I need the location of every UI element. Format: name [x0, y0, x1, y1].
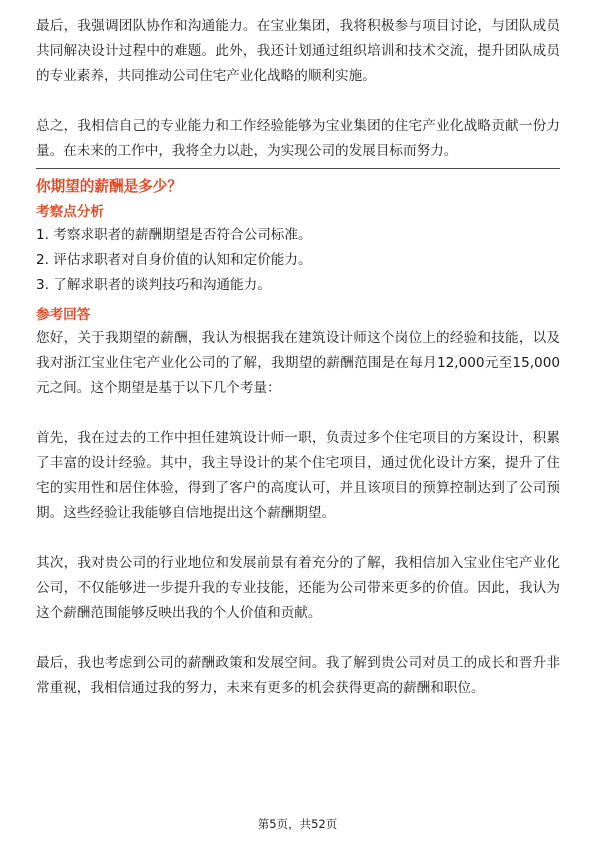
analysis-item: 1. 考察求职者的薪酬期望是否符合公司标准。 [36, 227, 312, 243]
document-page [36, 14, 560, 701]
question-heading: 你期望的薪酬是多少？ [36, 178, 182, 195]
analysis-heading: 考察点分析 [36, 204, 104, 220]
answer-paragraph-4: 最后，我也考虑到公司的薪酬政策和发展空间。我了解到贵公司对员工的成长和晋升非常重视，我相信通过我的努力，未来有更多的机会获得更高的薪酬和职位。 [36, 655, 560, 696]
answer-heading: 参考回答 [36, 307, 91, 323]
paragraph-gap [36, 89, 560, 114]
paragraph-gap [36, 626, 560, 651]
analysis-item: 3. 了解求职者的谈判技巧和沟通能力。 [36, 277, 271, 293]
analysis-item: 2. 评估求职者对自身价值的认知和定价能力。 [36, 252, 312, 268]
intro-paragraph-2: 总之，我相信自己的专业能力和工作经验能够为宝业集团的住宅产业化战略贡献一份力量。在未来的工作中，我将全力以赴，为实现公司的发展目标而努力。 [36, 118, 560, 159]
answer-paragraph-3: 其次，我对贵公司的行业地位和发展前景有着充分的了解，我相信加入宝业住宅产业化公司，不仅能够进一步提升我的专业技能，还能为公司带来更多的价值。因此，我认为这个薪酬范围能够反映出我的个人价值和贡献。 [36, 555, 560, 621]
answer-paragraph-2: 首先，我在过去的工作中担任建筑设计师一职，负责过多个住宅项目的方案设计，积累了丰富的设计经验。其中，我主导设计的某个住宅项目，通过优化设计方案，提升了住宅的实用性和居住体验，得到了客户的高度认可，并且该项目的预算控制达到了公司预期。这些经验让我能够自信地提出这个薪酬期望。 [36, 430, 560, 521]
page-footer: 第5页，共52页 [257, 817, 338, 831]
intro-paragraph-1: 最后，我强调团队协作和沟通能力。在宝业集团，我将积极参与项目讨论，与团队成员共同解决设计过程中的难题。此外，我还计划通过组织培训和技术交流，提升团队成员的专业素养，共同推动公司住宅产业化战略的顺利实施。 [36, 18, 560, 84]
section-divider [36, 168, 560, 169]
paragraph-gap [36, 401, 560, 426]
paragraph-gap [36, 526, 560, 551]
answer-paragraph-1: 您好，关于我期望的薪酬，我认为根据我在建筑设计师这个岗位上的经验和技能，以及我对浙江宝业住宅产业化公司的了解，我期望的薪酬范围是在每月12,000元至15,000元之间。这个期望是基于以下几个考量： [36, 330, 560, 396]
analysis-list [36, 223, 560, 298]
